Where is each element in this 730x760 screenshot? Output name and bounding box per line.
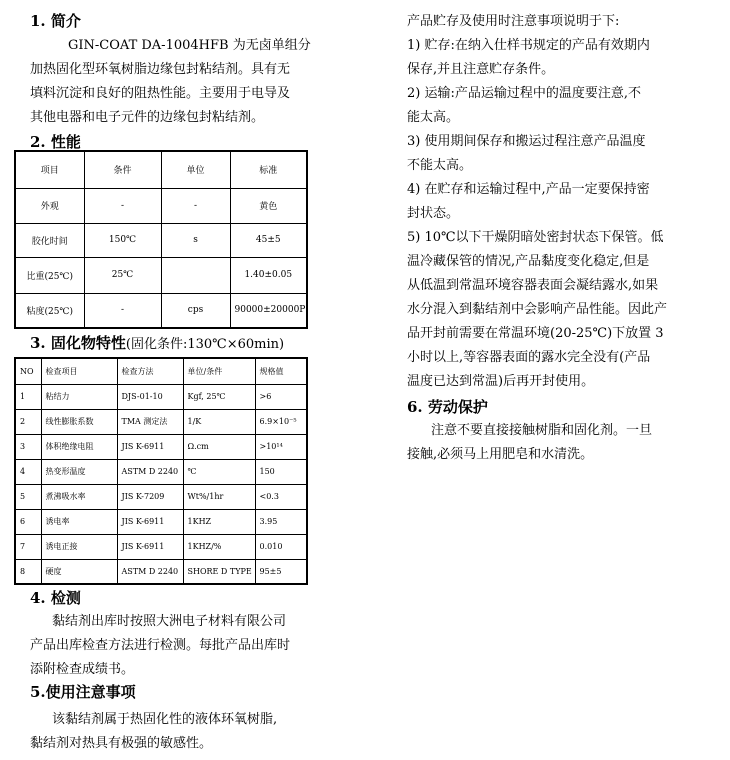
table-row xyxy=(15,223,307,257)
table-header-cell: 检查方法 xyxy=(117,358,183,384)
table-cell: - xyxy=(84,188,161,223)
table-cell: s xyxy=(161,223,230,257)
table-cell: ℃ xyxy=(183,459,255,484)
table-row xyxy=(15,484,307,509)
paragraph-line: 其他电器和电子元件的边缘包封粘结剂。 xyxy=(30,110,265,125)
note-line: 小时以上,等容器表面的露水完全没有(产品 xyxy=(407,350,651,365)
cured-properties-table xyxy=(14,357,308,585)
note-line: 水分混入到黏结剂中会影响产品性能。因此产 xyxy=(407,302,668,317)
table-cell: 0.010 xyxy=(255,534,307,559)
note-line: 不能太高。 xyxy=(407,158,473,173)
table-cell: - xyxy=(161,188,230,223)
note-line: 4) 在贮存和运输过程中,产品一定要保持密 xyxy=(407,182,650,197)
section-6-heading: 6. 劳动保护 xyxy=(407,398,488,416)
table-header-cell: 条件 xyxy=(84,151,161,188)
table-cell: JIS K-6911 xyxy=(117,434,183,459)
table-cell: ASTM D 2240 xyxy=(117,459,183,484)
note-line: 保存,并且注意贮存条件。 xyxy=(407,62,555,77)
table-cell: JIS K-7209 xyxy=(117,484,183,509)
table-cell: 95±5 xyxy=(255,559,307,584)
paragraph-line: 黏结剂出库时按照大洲电子材料有限公司 xyxy=(52,614,287,629)
note-line: 能太高。 xyxy=(407,110,460,125)
table-cell: 1 xyxy=(15,384,41,409)
table-cell: - xyxy=(84,293,161,328)
note-line: 封状态。 xyxy=(407,206,460,221)
table-cell: 诱电正接 xyxy=(41,534,117,559)
section-4-body xyxy=(30,610,360,682)
table-cell: 90000±20000P xyxy=(230,293,307,328)
paragraph-line: 产品出库检查方法进行检测。每批产品出库时 xyxy=(30,638,291,653)
table-header-cell: 单位/条件 xyxy=(183,358,255,384)
paragraph-line: 填料沉淀和良好的阻热性能。主要用于电导及 xyxy=(30,86,291,101)
note-line: 温冷藏保管的情况,产品黏度变化稳定,但是 xyxy=(407,254,650,269)
table-cell: 3.95 xyxy=(255,509,307,534)
table-cell: 诱电率 xyxy=(41,509,117,534)
table-header-cell: 标准 xyxy=(230,151,307,188)
table-row xyxy=(15,409,307,434)
table-row xyxy=(15,384,307,409)
table-header-cell: 单位 xyxy=(161,151,230,188)
note-line: 1) 贮存:在纳入仕样书规定的产品有效期内 xyxy=(407,38,650,53)
table-row xyxy=(15,257,307,293)
table-header-cell: 规格值 xyxy=(255,358,307,384)
table-cell: ASTM D 2240 xyxy=(117,559,183,584)
section-3-heading xyxy=(30,332,284,353)
note-line: 5) 10℃以下干燥阴暗处密封状态下保管。低 xyxy=(407,230,664,245)
table-cell: JIS K-6911 xyxy=(117,534,183,559)
table-cell: 外观 xyxy=(15,188,84,223)
section-1-heading: 1. 简介 xyxy=(30,12,81,30)
table-cell: 粘度(25℃) xyxy=(15,293,84,328)
table-cell: SHORE D TYPE xyxy=(183,559,255,584)
table-row xyxy=(15,434,307,459)
table-cell: 线性膨胀系数 xyxy=(41,409,117,434)
table-cell: Wt%/1hr xyxy=(183,484,255,509)
table-cell: 煮沸吸水率 xyxy=(41,484,117,509)
section-6-body xyxy=(407,419,717,467)
paragraph-line: 该黏结剂属于热固化性的液体环氧树脂, xyxy=(52,712,278,727)
table-cell: 黄色 xyxy=(230,188,307,223)
paragraph-line: 接触,必须马上用肥皂和水清洗。 xyxy=(407,447,594,462)
table-cell: >10¹⁴ xyxy=(255,434,307,459)
table-cell: TMA 测定法 xyxy=(117,409,183,434)
table-cell: 3 xyxy=(15,434,41,459)
paragraph-line: 注意不要直接接触树脂和固化剂。一旦 xyxy=(431,423,653,438)
table-cell: 8 xyxy=(15,559,41,584)
section-4-heading: 4. 检测 xyxy=(30,589,81,607)
table-cell: 比重(25℃) xyxy=(15,257,84,293)
section-2-heading: 2. 性能 xyxy=(30,133,81,151)
table-cell: 150 xyxy=(255,459,307,484)
performance-table xyxy=(14,150,308,329)
table-row xyxy=(15,188,307,223)
table-cell: 7 xyxy=(15,534,41,559)
table-cell: 5 xyxy=(15,484,41,509)
table-cell: 1KHZ xyxy=(183,509,255,534)
table-header-row xyxy=(15,151,307,188)
table-cell: 45±5 xyxy=(230,223,307,257)
table-cell: JIS K-6911 xyxy=(117,509,183,534)
paragraph-line: 添附检查成绩书。 xyxy=(30,662,135,677)
table-cell xyxy=(161,257,230,293)
note-line: 品开封前需要在常温环境(20-25℃)下放置 3 xyxy=(407,326,664,341)
table-cell: Ω.cm xyxy=(183,434,255,459)
table-cell: 胶化时间 xyxy=(15,223,84,257)
table-cell: 4 xyxy=(15,459,41,484)
table-cell: cps xyxy=(161,293,230,328)
table-header-cell: NO xyxy=(15,358,41,384)
table-cell: 体积绝缘电阻 xyxy=(41,434,117,459)
table-cell: Kgf, 25℃ xyxy=(183,384,255,409)
table-row xyxy=(15,534,307,559)
table-row xyxy=(15,559,307,584)
table-header-cell: 项目 xyxy=(15,151,84,188)
storage-notes xyxy=(407,10,717,394)
table-cell: 150℃ xyxy=(84,223,161,257)
table-header-cell: 检查项目 xyxy=(41,358,117,384)
paragraph-line: 黏结剂对热具有极强的敏感性。 xyxy=(30,736,213,751)
section-3-title: 3. 固化物特性 xyxy=(30,334,126,352)
table-cell: 6 xyxy=(15,509,41,534)
note-line: 2) 运输:产品运输过程中的温度要注意,不 xyxy=(407,86,641,101)
section-5-heading: 5.使用注意事项 xyxy=(30,683,136,701)
note-line: 从低温到常温环境容器表面会凝结露水,如果 xyxy=(407,278,659,293)
section-1-body xyxy=(30,34,360,130)
table-cell: 硬度 xyxy=(41,559,117,584)
cure-condition-note: (固化条件:130℃×60min) xyxy=(125,337,285,352)
table-cell: DJS-01-10 xyxy=(117,384,183,409)
paragraph-line: GIN-COAT DA-1004HFB 为无卤单组分 xyxy=(68,38,311,53)
notes-intro: 产品贮存及使用时注意事项说明于下: xyxy=(407,14,620,29)
table-cell: 1.40±0.05 xyxy=(230,257,307,293)
paragraph-line: 加热固化型环氧树脂边缘包封粘结剂。具有无 xyxy=(30,62,291,77)
table-cell: 热变形温度 xyxy=(41,459,117,484)
table-cell: 粘结力 xyxy=(41,384,117,409)
table-row xyxy=(15,293,307,328)
note-line: 3) 使用期间保存和搬运过程注意产品温度 xyxy=(407,134,646,149)
table-cell: 6.9×10⁻⁵ xyxy=(255,409,307,434)
table-header-row xyxy=(15,358,307,384)
table-cell: <0.3 xyxy=(255,484,307,509)
table-cell: 1/K xyxy=(183,409,255,434)
section-5-body xyxy=(30,708,360,756)
table-row xyxy=(15,509,307,534)
table-row xyxy=(15,459,307,484)
table-cell: 25℃ xyxy=(84,257,161,293)
table-cell: 1KHZ/% xyxy=(183,534,255,559)
note-line: 温度已达到常温)后再开封使用。 xyxy=(407,374,595,389)
table-cell: >6 xyxy=(255,384,307,409)
table-cell: 2 xyxy=(15,409,41,434)
